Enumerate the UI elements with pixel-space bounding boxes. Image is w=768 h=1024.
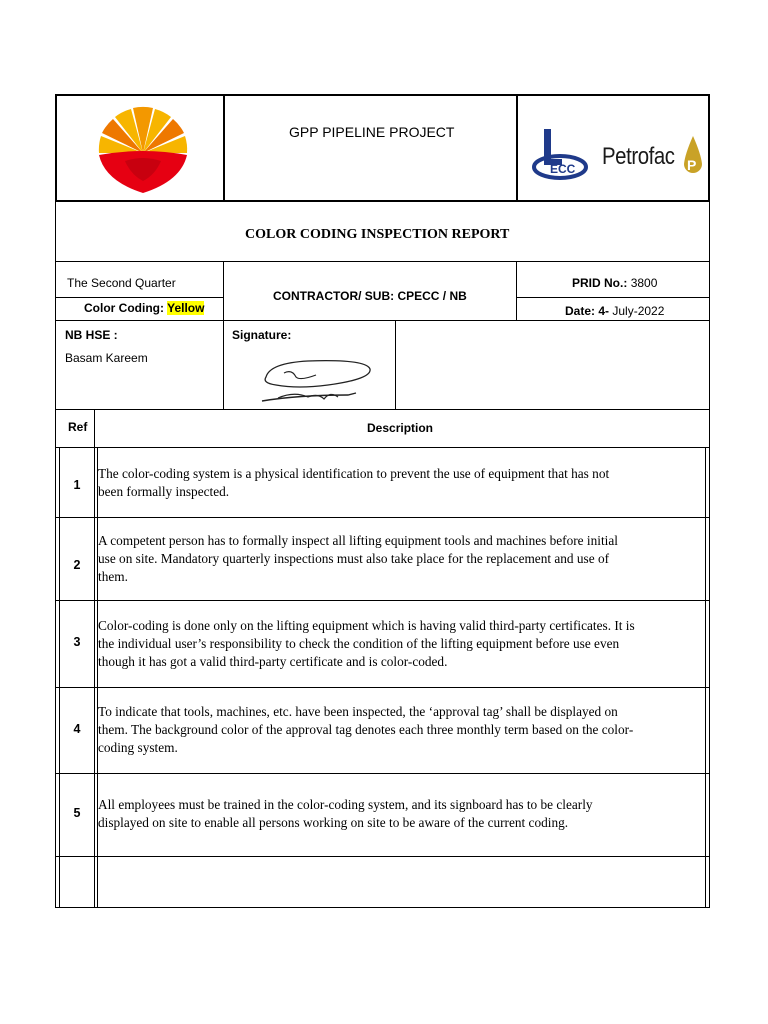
row-ref: 5	[73, 806, 81, 820]
divider	[395, 320, 396, 410]
signature-image	[258, 355, 378, 405]
date-field	[565, 304, 664, 318]
description-line: A competent person has to formally inspect all lifting equipment tools and machines before initial	[98, 533, 618, 548]
divider	[516, 94, 518, 202]
signature-label: Signature:	[232, 328, 292, 342]
divider	[516, 262, 517, 320]
divider	[223, 262, 224, 410]
description-line: To indicate that tools, machines, etc. have been inspected, the ‘approval tag’ shall be displayed on	[98, 704, 618, 719]
table-row-description	[98, 796, 593, 832]
divider	[223, 94, 225, 202]
row-ref: 2	[73, 558, 81, 572]
description-line: the individual user’s responsibility to check the condition of the lifting equipment before use even	[98, 636, 620, 651]
date-label: Date: 4-	[565, 304, 610, 318]
petrofac-logo-text: Petrofac	[602, 143, 675, 170]
color-coding-field	[84, 301, 204, 315]
contractor-label: CONTRACTOR/ SUB: CPECC / NB	[273, 289, 467, 303]
description-line: them. The background color of the approval tag denotes each three monthly term based on the color-	[98, 722, 634, 737]
cecc-logo-text: ECC	[550, 162, 576, 176]
date-value: July-2022	[612, 304, 665, 318]
row-ref: 3	[73, 635, 81, 649]
description-line: Color-coding is done only on the lifting equipment which is having valid third-party certificates. It is	[98, 618, 635, 633]
prid-field	[572, 276, 657, 290]
svg-text:P: P	[687, 157, 697, 173]
divider	[55, 856, 710, 857]
divider	[55, 600, 710, 601]
cnpc-logo	[95, 103, 191, 195]
table-row-description	[98, 703, 633, 757]
hse-label: NB HSE :	[65, 328, 118, 342]
column-header-ref: Ref	[68, 420, 88, 434]
cecc-logo	[528, 125, 594, 183]
divider	[55, 320, 710, 321]
divider	[55, 447, 710, 448]
divider	[55, 773, 710, 774]
row-ref: 1	[73, 478, 81, 492]
prid-label: PRID No.:	[572, 276, 628, 290]
description-line: use on site. Mandatory quarterly inspections must also take place for the replacement and use of	[98, 551, 610, 566]
divider	[55, 517, 710, 518]
table-row-description	[98, 617, 635, 671]
row-ref: 4	[73, 722, 81, 736]
description-line: All employees must be trained in the color-coding system, and its signboard has to be clearly	[98, 797, 593, 812]
description-line: The color-coding system is a physical identification to prevent the use of equipment that has not	[98, 466, 610, 481]
table-row-description	[98, 465, 609, 501]
prid-value: 3800	[630, 276, 658, 290]
description-line: them.	[98, 569, 128, 584]
report-title: COLOR CODING INSPECTION REPORT	[245, 227, 510, 242]
color-coding-label: Color Coding:	[84, 301, 164, 315]
color-coding-value: Yellow	[167, 301, 205, 315]
description-line: though it has got a valid third-party certificate and is color-coded.	[98, 654, 448, 669]
description-line: coding system.	[98, 740, 178, 755]
column-header-description: Description	[367, 421, 434, 435]
divider	[516, 297, 710, 298]
description-line: been formally inspected.	[98, 484, 230, 499]
divider	[55, 297, 224, 298]
project-title: GPP PIPELINE PROJECT	[289, 124, 455, 140]
table-row-description	[98, 532, 618, 586]
description-line: displayed on site to enable all persons working on site to be aware of the current coding.	[98, 815, 569, 830]
divider	[55, 687, 710, 688]
quarter-label: The Second Quarter	[67, 276, 176, 290]
hse-name: Basam Kareem	[65, 351, 148, 365]
petrofac-drop-icon	[682, 136, 704, 178]
